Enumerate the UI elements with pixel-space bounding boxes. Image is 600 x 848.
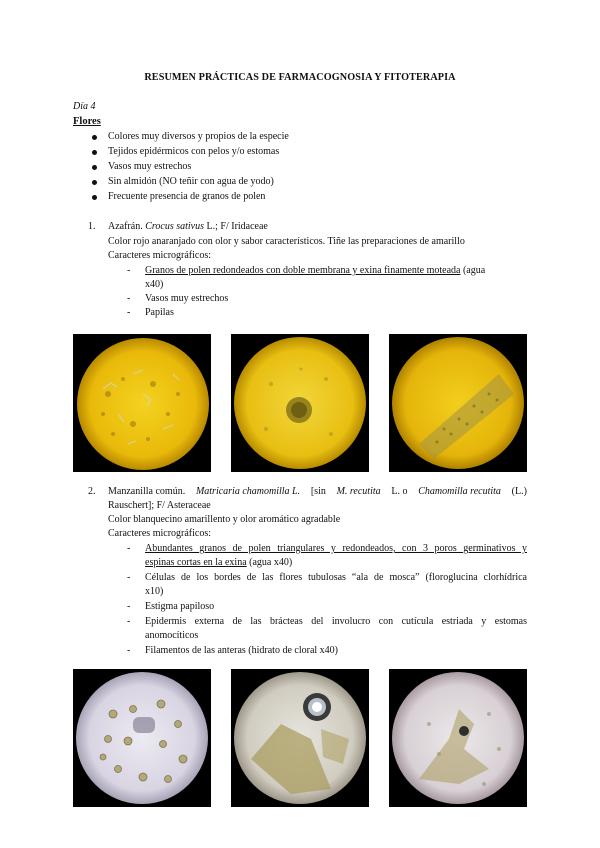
item2-char-2: Células de los bordes de las flores tubulosas “ala de mosca” (floroglucina clorhídrica [145, 572, 527, 583]
micrograph-saffron-3 [389, 334, 527, 472]
item2-species: Matricaria chamomilla L. [195, 486, 301, 497]
bullet-dot [92, 135, 97, 140]
dash: - [127, 265, 131, 276]
item1-char-1 [145, 264, 485, 278]
underlined-text: Granos de polen redondeados con doble membrana y exina finamente moteada [145, 265, 461, 276]
item2-char-3: Estigma papiloso [145, 601, 215, 612]
underlined-text: espinas cortas en la exina [145, 557, 247, 568]
item1-char-3: Papilas [145, 307, 174, 318]
item1-chars-label: Caracteres micrográficos: [108, 250, 212, 261]
item2-char-1: Abundantes granos de polen triangulares y redondeados, con 3 poros germinativos y [145, 543, 527, 554]
item1-heading [108, 220, 268, 234]
char-note: (agua x40) [249, 557, 293, 568]
item2-description: Color blanquecino amarillento y olor aromático agradable [108, 514, 341, 525]
bullet-dot [92, 150, 97, 155]
item1-description: Color rojo anaranjado con olor y sabor característicos. Tiñe las preparaciones de amarillo [108, 236, 465, 247]
heading-text: [sin [310, 486, 326, 497]
item-number: 2. [88, 486, 96, 497]
bullet-dot [92, 165, 97, 170]
bullet-dot [92, 180, 97, 185]
micrograph-chamomile-1 [73, 669, 211, 807]
bullet-item: Sin almidón (NO teñir con agua de yodo) [108, 176, 274, 187]
dash: - [127, 616, 131, 627]
item2-char-4: Epidermis externa de las brácteas del involucro con cutícula estriada y estomas [145, 616, 527, 627]
item2-name: Manzanilla común. [108, 486, 186, 497]
dash: - [127, 572, 131, 583]
micrograph-chamomile-3 [389, 669, 527, 807]
item2-char-5: Filamentos de las anteras (hidrato de cloral x40) [145, 645, 338, 656]
item1-species: Crocus sativus [145, 221, 205, 232]
synonym-2: Chamomilla recutita [418, 486, 501, 497]
item1-char-2: Vasos muy estrechos [145, 293, 229, 304]
day-label: Día 4 [73, 101, 96, 112]
dash: - [127, 307, 131, 318]
bullet-item: Colores muy diversos y propios de la especie [108, 131, 289, 142]
item2-char-1-cont [145, 556, 292, 570]
item1-suffix: L.; F/ Iridaceae [206, 221, 268, 232]
item1-char-1-cont: x40) [145, 279, 164, 290]
synonym-1: M. recutita [336, 486, 381, 497]
micrograph-saffron-1 [73, 334, 211, 472]
dash: - [127, 293, 131, 304]
bullet-item: Frecuente presencia de granos de polen [108, 191, 266, 202]
document-title: RESUMEN PRÁCTICAS DE FARMACOGNOSIA Y FITOTERAPIA [144, 72, 456, 83]
bullet-item: Tejidos epidérmicos con pelos y/o estomas [108, 146, 280, 157]
item2-heading-cont: Rauschert]; F/ Asteraceae [108, 500, 211, 511]
micrograph-saffron-2 [231, 334, 369, 472]
section-heading: Flores [73, 116, 101, 127]
item-number: 1. [88, 221, 96, 232]
item2-char-2-cont: x10) [145, 586, 164, 597]
dash: - [127, 645, 131, 656]
item2-char-4-cont: anomocíticos [145, 630, 199, 641]
dash: - [127, 601, 131, 612]
micrograph-chamomile-2 [231, 669, 369, 807]
bullet-dot [92, 195, 97, 200]
item2-heading [108, 485, 527, 499]
item1-name: Azafrán. [108, 221, 143, 232]
dash: - [127, 543, 131, 554]
heading-text: (L.) [511, 486, 527, 497]
heading-text: L. o [391, 486, 408, 497]
item2-chars-label: Caracteres micrográficos: [108, 528, 212, 539]
char-note: (agua [462, 265, 486, 276]
bullet-item: Vasos muy estrechos [108, 161, 192, 172]
